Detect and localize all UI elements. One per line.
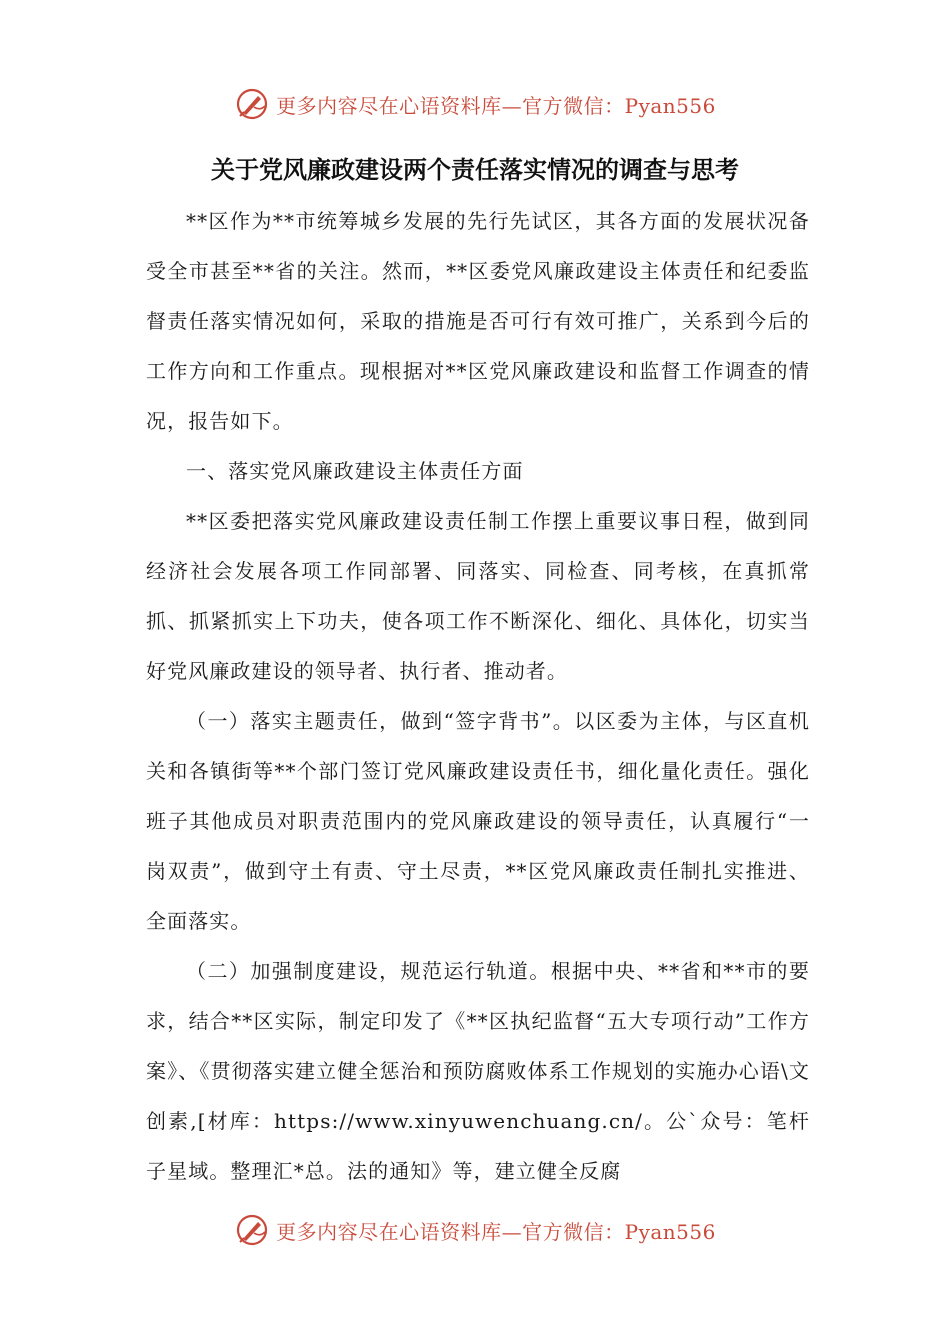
document-title: 关于党风廉政建设两个责任落实情况的调查与思考 [211,156,739,184]
pen-logo-icon [234,86,270,122]
document-body [146,196,810,1196]
footer-watermark [0,1210,950,1250]
item-two-paragraph: （二）加强制度建设，规范运行轨道。根据中央、**省和**市的要求，结合**区实际，制定印发了《**区执纪监督“五大专项行动”工作方案》、《贯彻落实建立健全惩治和预防腐败体系工作规划的实施办心语\文创素,[材库：https://www.xinyuwenchuang.cn/。公`众号：笔杆子星域。整理汇*总。法的通知》等，建立健全反腐 [146,959,810,1183]
section-heading: 一、落实党风廉政建设主体责任方面 [186,459,524,483]
section-paragraph: **区委把落实党风廉政建设责任制工作摆上重要议事日程，做到同经济社会发展各项工作同部署、同落实、同检查、同考核，在真抓常抓、抓紧抓实上下功夫，使各项工作不断深化、细化、具体化，切实当好党风廉政建设的领导者、执行者、推动者。 [146,509,810,683]
watermark-text: 更多内容尽在心语资料库—官方微信：Pyan556 [276,1219,716,1244]
intro-paragraph: **区作为**市统筹城乡发展的先行先试区，其各方面的发展状况备受全市甚至**省的关注。然而，**区委党风廉政建设主体责任和纪委监督责任落实情况如何，采取的措施是否可行有效可推广，关系到今后的工作方向和工作重点。现根据对**区党风廉政建设和监督工作调查的情况，报告如下。 [146,209,810,433]
item-one-paragraph: （一）落实主题责任，做到“签字背书”。以区委为主体，与区直机关和各镇街等**个部门签订党风廉政建设责任书，细化量化责任。强化班子其他成员对职责范围内的党风廉政建设的领导责任，认真履行“一岗双责”，做到守土有责、守土尽责，**区党风廉政责任制扎实推进、全面落实。 [146,709,810,933]
header-watermark [0,84,950,124]
watermark-text: 更多内容尽在心语资料库—官方微信：Pyan556 [276,93,716,118]
pen-logo-icon [234,1212,270,1248]
